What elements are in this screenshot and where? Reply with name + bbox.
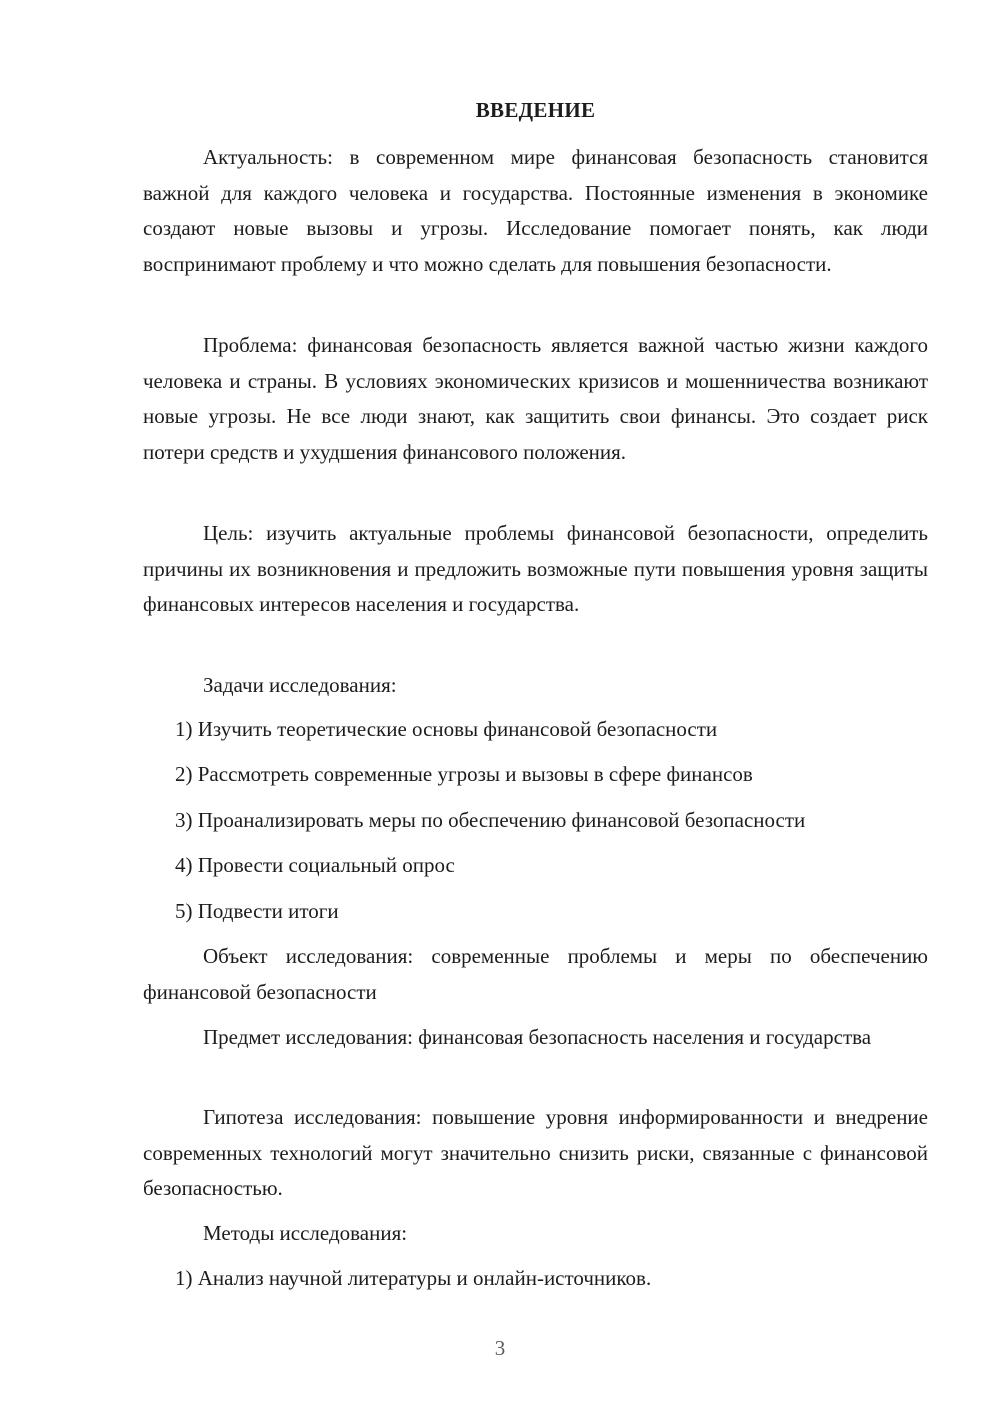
task-item-4: 4) Провести социальный опрос — [175, 853, 455, 877]
task-item-2: 2) Рассмотреть современные угрозы и вызовы в сфере финансов — [175, 762, 753, 786]
methods-heading: Методы исследования: — [203, 1221, 408, 1245]
task-item-3: 3) Проанализировать меры по обеспечению финансовой безопасности — [175, 808, 806, 832]
page-number: 3 — [494, 1336, 506, 1360]
method-item-1: 1) Анализ научной литературы и онлайн-источников. — [175, 1266, 652, 1290]
paragraph-relevance: Актуальность: в современном мире финансовая безопасность становится важной для каждого человека и государства. Постоянные изменения в экономике создают новые вызовы и угрозы. Исследование помогает понять, как люди воспринимают проблему и что можно сделать для повышения безопасности. — [143, 145, 928, 276]
document-page — [143, 0, 928, 1414]
paragraph-subject: Предмет исследования: финансовая безопасность населения и государства — [203, 1025, 872, 1049]
paragraph-problem: Проблема: финансовая безопасность является важной частью жизни каждого человека и страны. В условиях экономических кризисов и мошенничества возникают новые угрозы. Не все люди знают, как защитить свои финансы. Это создает риск потери средств и ухудшения финансового положения. — [143, 333, 928, 464]
tasks-heading: Задачи исследования: — [203, 673, 397, 697]
paragraph-goal: Цель: изучить актуальные проблемы финансовой безопасности, определить причины их возникновения и предложить возможные пути повышения уровня защиты финансовых интересов населения и государства. — [143, 521, 928, 616]
section-title: ВВЕДЕНИЕ — [475, 98, 596, 122]
paragraph-hypothesis: Гипотеза исследования: повышение уровня информированности и внедрение современных технологий могут значительно снизить риски, связанные с финансовой безопасностью. — [143, 1105, 928, 1200]
task-item-1: 1) Изучить теоретические основы финансовой безопасности — [175, 717, 718, 741]
paragraph-object: Объект исследования: современные проблемы и меры по обеспечению финансовой безопасности — [143, 944, 928, 1004]
task-item-5: 5) Подвести итоги — [175, 899, 339, 923]
